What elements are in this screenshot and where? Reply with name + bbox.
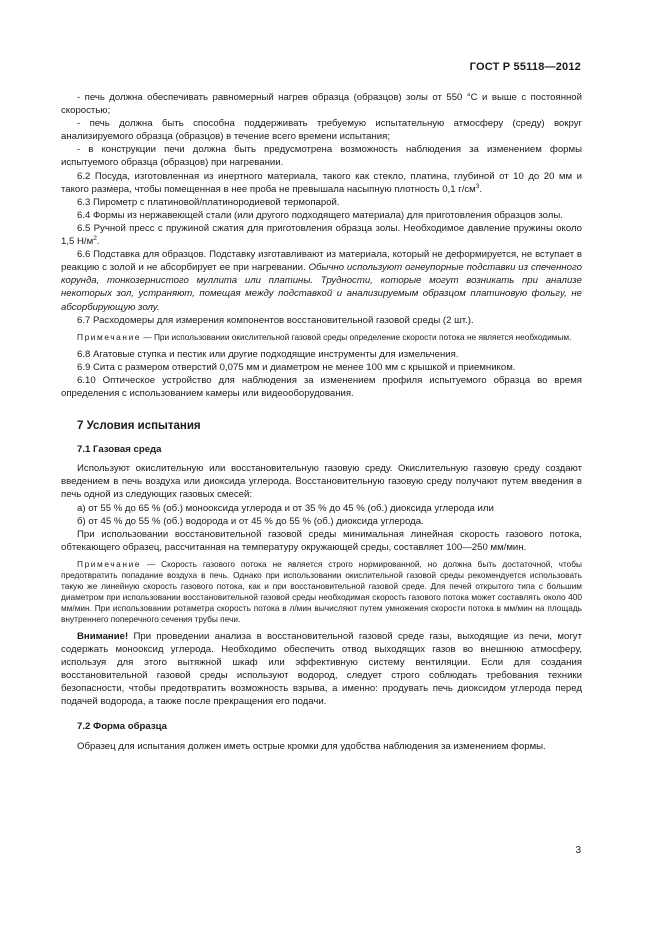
note-label: Примечание [77,331,142,342]
clause-6-2-end: . [479,183,483,195]
list-item: а) от 55 % до 65 % (об.) монооксида углерода и от 35 % до 45 % (об.) диоксида углерода или [77,502,494,514]
list-item: - печь должна обеспечивать равномерный нагрев образца (образцов) золы от 550 °С и выше с постоянной скоростью; [61,92,582,117]
clause-6-6-italic: Обычно используют огнеупорные подставки из спеченного корунда, тонкозернистого муллита или платины. Трудности, которые могут возникать при анализе некоторых зол, устраняют, помещая между подставкой и анализируемым образцом платиновую фольгу, не абсорбирующую золу. [61,262,582,313]
warning-text: При проведении анализа в восстановительной газовой среде газы, выходящие из печи, могут содержать монооксид углерода. Необходимо обеспечить отвод выходящих газов во внешнюю атмосферу, используя для этого вытяжной шкаф или эффективную систему вентиляции. Если для создания восстановительной газовой среды используют водород, следует строго соблюдать требования техники безопасности, чтобы предотвратить возможность взрыва, а именно: продувать печь диоксидом углерода перед подачей водорода, а также после прекращения его подачи. [61,630,582,708]
clause-6-4: 6.4 Формы из нержавеющей стали (или другого подходящего материала) для приготовления образцов золы. [77,209,563,221]
clause-6-7: 6.7 Расходомеры для измерения компонентов восстановительной газовой среды (2 шт.). [77,314,474,326]
paragraph: При использовании восстановительной газовой среды минимальная линейная скорость газового потока, обтекающего образец, рассчитанная на температуру окружающей среды, составляет 100—250 мм/мин. [61,528,582,553]
pressure-superscript: 2 [93,234,97,242]
note-dash: — [141,331,154,342]
clause-6-2-text: 6.2 Посуда, изготовленная из инертного материала, такого как стекло, платина, глубиной от 10 до 20 мм и такого размера, чтобы помещенная в нее проба не превышала насыпную плотность 0,1 г/см [61,170,582,195]
warning-paragraph [61,630,582,709]
note-1 [61,332,582,343]
density-superscript: 3 [475,182,480,190]
paragraph: Образец для испытания должен иметь острые кромки для удобства наблюдения за изменением формы. [77,740,546,752]
clause-6-3: 6.3 Пирометр с платиновой/платинородиевой термопарой. [77,196,340,208]
list-item: - печь должна быть способна поддерживать требуемую испытательную атмосферу (среду) вокруг анализируемого образца (образцов) в течение всего времени испытания; [61,118,582,143]
list-item: - в конструкции печи должна быть предусмотрена возможность наблюдения за изменением формы испытуемого образца (образцов) при нагревании. [61,144,582,169]
section-title: 7 Условия испытания [77,420,201,433]
clause-6-6-text: 6.6 Подставка для образцов. Подставку изготавливают из материала, который не деформируется, не вступает в реакцию с золой и не абсорбирует ее при нагревании. [61,249,582,274]
note-text: Скорость газового потока не является строго нормированной, но должна быть достаточной, чтобы предотвратить попадание воздуха в печь. Однако при использовании окислительной газовой среды рекомендуется использовать такую же линейную скорость газового потока, как и при восстановительной газовой среде. Для печей открытого типа с большим диаметром при использовании восстановительной газовой среды необходимая скорость газового потока может составлять около 400 мм/мин. При использовании ротаметра скорость потока в л/мин вычисляют путем умножения скорости потока в мм/мин на площадь внутреннего поперечного сечения трубы печи. [61,558,582,624]
clause-6-5-end: . [96,236,100,248]
subsection-title: 7.2 Форма образца [77,721,167,733]
clause-6-2 [61,170,582,196]
note-2 [61,559,582,625]
clause-6-9: 6.9 Сита с размером отверстий 0,075 мм и диаметром не менее 100 мм с крышкой и приемником. [77,361,516,373]
note-text: При использовании окислительной газовой среды определение скорости потока не является необходимым. [153,331,572,342]
note-dash: — [141,558,162,569]
clause-6-5-text: 6.5 Ручной пресс с пружиной сжатия для приготовления образца золы. Необходимое давление пружины около 1,5 Н/м [61,222,582,248]
subsection-title: 7.1 Газовая среда [77,444,162,456]
list-item: б) от 45 % до 55 % (об.) водорода и от 45 % до 55 % (об.) диоксида углерода. [77,515,424,527]
clause-6-6 [61,248,582,313]
clause-6-5 [61,222,582,248]
page-number: 3 [575,845,581,856]
clause-6-8: 6.8 Агатовые ступка и пестик или другие подходящие инструменты для измельчения. [77,348,459,360]
warning-label: Внимание! [77,630,129,642]
note-label: Примечание [77,558,142,569]
paragraph: Используют окислительную или восстановительную газовую среду. Окислительную газовую среду создают введением в печь воздуха или диоксида углерода. Восстановительную газовую среду получают путем введения в печь одной из следующих газовых смесей: [61,463,582,501]
standard-header: ГОСТ Р 55118—2012 [469,61,581,73]
page-content [61,91,582,753]
clause-6-10: 6.10 Оптическое устройство для наблюдения за изменением профиля испытуемого образца во время определения с использованием камеры или видеооборудования. [61,374,582,399]
